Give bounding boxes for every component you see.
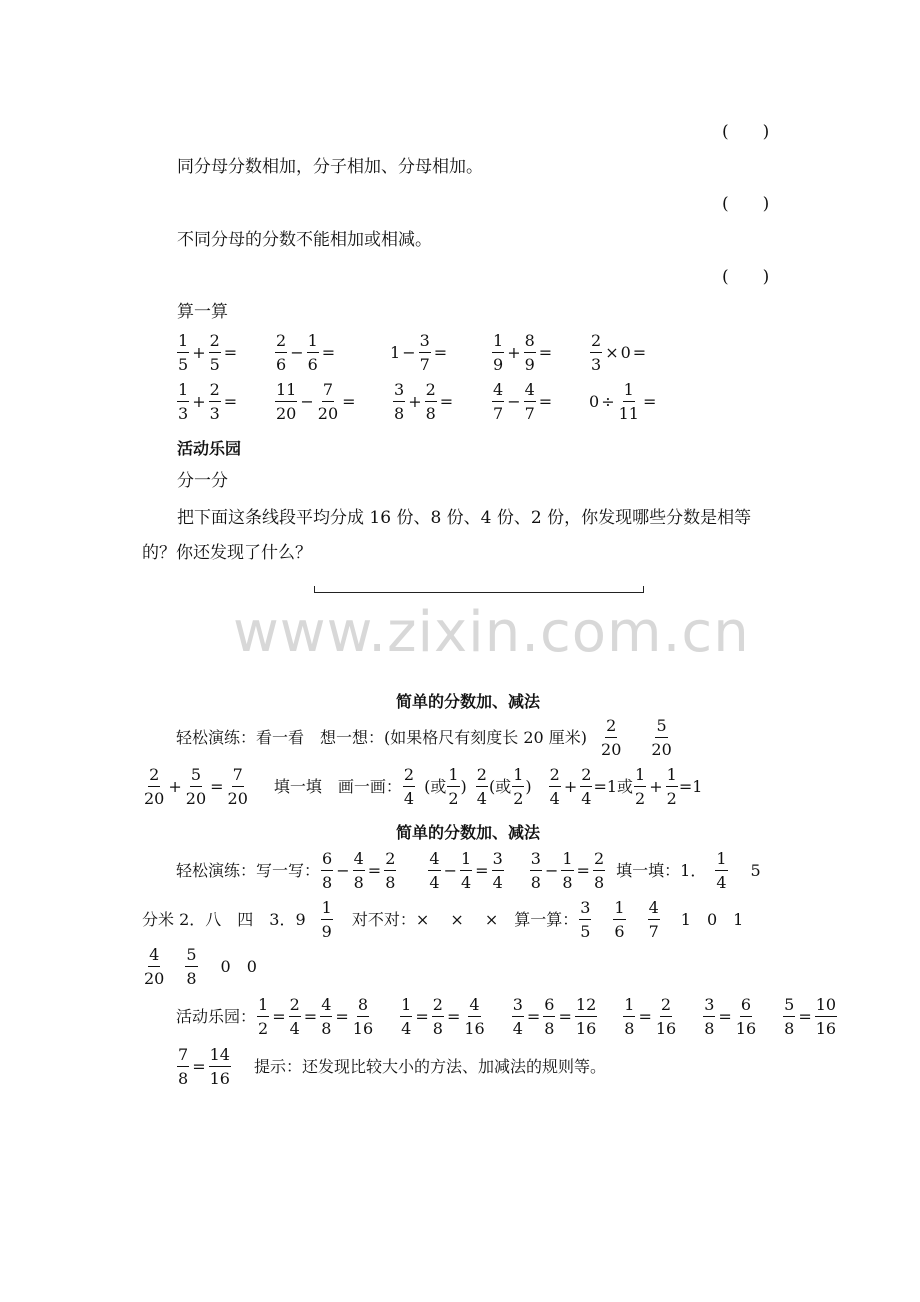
- answer-line: $\frac{4}{20}$ $\frac{5}{8}$ 0 0: [144, 945, 257, 988]
- fraction: $\frac{3}{8}$: [704, 995, 715, 1038]
- fraction: $\frac{2}{20}$: [144, 765, 165, 808]
- fraction: $\frac{4}{20}$: [144, 945, 165, 988]
- fraction: $\frac{8}{9}$: [524, 331, 535, 374]
- statement-different-denominator: 不同分母的分数不能相加或相减。: [177, 230, 432, 250]
- calc-expression: $\frac{3}{8}$ + $\frac{2}{8}$ =: [394, 380, 454, 423]
- fraction: $\frac{3}{4}$: [512, 995, 523, 1038]
- divide-instruction: 把下面这条线段平均分成 16 份、8 份、4 份、2 份，你发现哪些分数是相等: [177, 508, 752, 528]
- fraction: $\frac{7}{20}$: [227, 765, 248, 808]
- fraction: $\frac{14}{16}$: [209, 1045, 230, 1088]
- calc-expression: $\frac{4}{7}$ − $\frac{4}{7}$ =: [493, 380, 553, 423]
- fraction: $\frac{1}{2}$: [448, 765, 459, 808]
- fraction: $\frac{11}{20}$: [276, 380, 297, 423]
- fraction: $\frac{4}{8}$: [321, 995, 332, 1038]
- fraction: $\frac{4}{7}$: [493, 380, 504, 423]
- fraction: $\frac{1}{8}$: [624, 995, 635, 1038]
- fraction: $\frac{4}{16}$: [464, 995, 485, 1038]
- fraction: $\frac{8}{16}$: [352, 995, 374, 1038]
- answer-line: $\frac{2}{20}$ + $\frac{5}{20}$ = $\frac{7}{20}$ 填一填 画一画： $\frac{2}{4}$ (或 $\frac{1}{2}$ ) $\frac{2}{4}$ (或 $\frac{1}{2}$ ) $\frac{2}{4}$ + $\frac{2}{4}$ =1 或 $\frac{1}{2}$ + $\frac{1}{2}$ =1: [144, 765, 703, 808]
- calc-expression: $\frac{11}{20}$ − $\frac{7}{20}$ =: [276, 380, 356, 423]
- fraction: $\frac{1}{8}$: [562, 849, 573, 892]
- fraction: $\frac{2}{8}$: [425, 380, 436, 423]
- answer-line: $\frac{7}{8}$ = $\frac{14}{16}$ 提示：还发现比较大小的方法、加减法的规则等。: [178, 1045, 606, 1088]
- answer-parentheses: ( ): [722, 194, 770, 214]
- fraction: $\frac{1}{2}$: [513, 765, 524, 808]
- calc-expression: 1 − $\frac{3}{7}$ =: [390, 331, 448, 374]
- fraction: $\frac{2}{4}$: [403, 765, 415, 808]
- fraction: $\frac{5}{8}$: [186, 945, 197, 988]
- fraction: $\frac{2}{5}$: [209, 331, 220, 374]
- fraction: $\frac{4}{7}$: [648, 898, 659, 941]
- fraction: $\frac{5}{20}$: [185, 765, 207, 808]
- fraction: $\frac{2}{4}$: [549, 765, 560, 808]
- fraction: $\frac{3}{8}$: [530, 849, 541, 892]
- fraction: $\frac{1}{11}$: [618, 380, 639, 423]
- answer-title: 简单的分数加、减法: [396, 823, 541, 842]
- fraction: $\frac{1}{9}$: [321, 898, 332, 941]
- fraction: $\frac{5}{20}$: [651, 716, 672, 759]
- fraction: $\frac{1}{4}$: [460, 849, 472, 892]
- fraction: $\frac{2}{3}$: [209, 380, 220, 423]
- fraction: $\frac{12}{16}$: [575, 995, 597, 1038]
- fraction: $\frac{2}{3}$: [591, 331, 602, 374]
- fraction: $\frac{2}{8}$: [593, 849, 605, 892]
- fraction: $\frac{1}{9}$: [493, 331, 504, 374]
- fraction: $\frac{1}{6}$: [307, 331, 318, 374]
- calc-expression: $\frac{1}{3}$ + $\frac{2}{3}$ =: [178, 380, 238, 423]
- fraction: $\frac{4}{4}$: [429, 849, 440, 892]
- fraction: $\frac{7}{20}$: [317, 380, 339, 423]
- fraction: $\frac{6}{16}$: [735, 995, 757, 1038]
- line-segment: [314, 586, 644, 593]
- divide-instruction-cont: 的？你还发现了什么？: [142, 543, 312, 563]
- answer-line: 活动乐园： $\frac{1}{2}$ = $\frac{2}{4}$ = $\frac{4}{8}$ = $\frac{8}{16}$ $\frac{1}{4}$ = $\frac{2}{8}$ = $\frac{4}{16}$ $\frac{3}{4}$ = $\frac{6}{8}$ = $\frac{12}{16}$ $\frac{1}{8}$ = $\frac{2}{16}$ $\frac{3}{8}$ = $\frac{6}{16}$ $\frac{5}{8}$ = $\frac{10}{16}$: [176, 995, 837, 1038]
- calc-expression: $\frac{2}{6}$ − $\frac{1}{6}$ =: [276, 331, 336, 374]
- calc-expression: $\frac{2}{3}$ × 0 =: [591, 331, 647, 374]
- fraction: $\frac{3}{7}$: [419, 331, 430, 374]
- fraction: $\frac{1}{4}$: [716, 849, 727, 892]
- fraction: $\frac{6}{8}$: [322, 849, 333, 892]
- fraction: $\frac{2}{4}$: [289, 995, 300, 1038]
- statement-same-denominator: 同分母分数相加，分子相加、分母相加。: [177, 157, 483, 177]
- watermark: www.zixin.com.cn: [233, 600, 750, 665]
- fraction: $\frac{2}{8}$: [385, 849, 396, 892]
- fraction: $\frac{1}{4}$: [401, 995, 412, 1038]
- calc-expression: $\frac{1}{9}$ + $\frac{8}{9}$ =: [493, 331, 553, 374]
- section-title-activity: 活动乐园: [177, 439, 242, 458]
- fraction: $\frac{2}{16}$: [655, 995, 677, 1038]
- fraction: $\frac{1}{5}$: [178, 331, 189, 374]
- fraction: $\frac{5}{8}$: [784, 995, 795, 1038]
- fraction: $\frac{2}{20}$: [601, 716, 622, 759]
- fraction: $\frac{3}{5}$: [580, 898, 591, 941]
- fraction: $\frac{7}{8}$: [178, 1045, 189, 1088]
- calc-expression: $\frac{1}{5}$ + $\frac{2}{5}$ =: [178, 331, 238, 374]
- answer-title: 简单的分数加、减法: [396, 692, 541, 711]
- fraction: $\frac{2}{4}$: [476, 765, 487, 808]
- section-title-calc: 算一算: [177, 302, 228, 322]
- subsection-title-divide: 分一分: [177, 471, 228, 491]
- calc-expression: 0 ÷ $\frac{1}{11}$ =: [589, 380, 657, 423]
- fraction: $\frac{1}{2}$: [635, 765, 646, 808]
- answer-parentheses: ( ): [722, 122, 770, 142]
- fraction: $\frac{2}{4}$: [581, 765, 592, 808]
- fraction: $\frac{1}{3}$: [178, 380, 189, 423]
- answer-line: 分米 2．八 四 3．9 $\frac{1}{9}$ 对不对：× × × 算一算： $\frac{3}{5}$ $\frac{1}{6}$ $\frac{4}{7}$ 1 0 1: [142, 898, 744, 941]
- answer-line: 轻松演练：看一看 想一想：(如果格尺有刻度长 20 厘米) $\frac{2}{20}$ $\frac{5}{20}$: [176, 716, 672, 759]
- answer-line: 轻松演练：写一写： $\frac{6}{8}$ − $\frac{4}{8}$ = $\frac{2}{8}$ $\frac{4}{4}$ − $\frac{1}{4}$ = $\frac{3}{4}$ $\frac{3}{8}$ − $\frac{1}{8}$ = $\frac{2}{8}$ 填一填：1． $\frac{1}{4}$ 5: [176, 849, 761, 892]
- fraction: $\frac{2}{6}$: [276, 331, 287, 374]
- fraction: $\frac{4}{8}$: [353, 849, 364, 892]
- fraction: $\frac{6}{8}$: [544, 995, 555, 1038]
- fraction: $\frac{4}{7}$: [524, 380, 535, 423]
- fraction: $\frac{3}{8}$: [394, 380, 405, 423]
- fraction: $\frac{10}{16}$: [815, 995, 837, 1038]
- answer-parentheses: ( ): [722, 267, 770, 287]
- fraction: $\frac{1}{6}$: [614, 898, 625, 941]
- fraction: $\frac{1}{2}$: [666, 765, 677, 808]
- fraction: $\frac{1}{2}$: [258, 995, 269, 1038]
- fraction: $\frac{3}{4}$: [492, 849, 503, 892]
- fraction: $\frac{2}{8}$: [432, 995, 443, 1038]
